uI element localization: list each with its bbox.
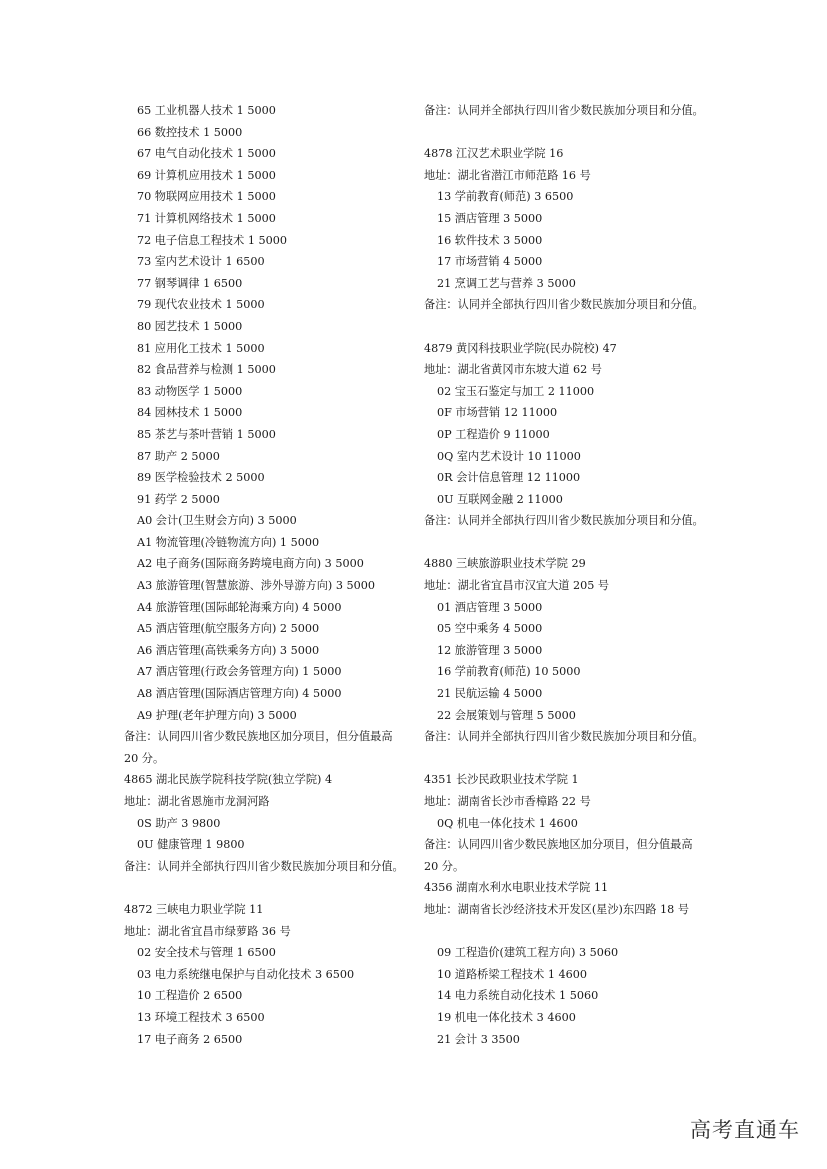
- school-address: 地址：湖南省长沙市香樟路 22 号: [424, 795, 591, 808]
- major-entry: 0F 市场营销 12 11000: [437, 406, 558, 420]
- school-address: 地址：湖南省长沙经济技术开发区(星沙)东四路 18 号: [424, 902, 690, 916]
- major-entry: 66 数控技术 1 5000: [137, 125, 243, 139]
- school-header: 4356 湖南水利水电职业技术学院 11: [424, 881, 609, 895]
- major-entry: 77 钢琴调律 1 6500: [137, 276, 243, 290]
- major-entry: 0Q 室内艺术设计 10 11000: [437, 449, 581, 463]
- major-entry: 21 烹调工艺与营养 3 5000: [437, 276, 576, 290]
- major-entry: 10 道路桥梁工程技术 1 4600: [437, 967, 587, 981]
- school-address: 地址：湖北省恩施市龙洞河路: [124, 795, 270, 808]
- right-column: [424, 100, 706, 1050]
- school-header: 4351 长沙民政职业技术学院 1: [424, 773, 579, 787]
- school-header: 4879 黄冈科技职业学院(民办院校) 47: [424, 341, 617, 355]
- major-entry: 16 软件技术 3 5000: [437, 233, 543, 247]
- major-entry: 14 电力系统自动化技术 1 5060: [437, 989, 599, 1003]
- major-entry: 0Q 机电一体化技术 1 4600: [437, 816, 578, 830]
- major-entry: A6 酒店管理(高铁乘务方向) 3 5000: [137, 643, 320, 657]
- school-address: 地址：湖北省宜昌市汉宜大道 205 号: [424, 579, 610, 593]
- remark-note: 备注：认同并全部执行四川省少数民族加分项目和分值。: [124, 859, 404, 873]
- major-entry: 67 电气自动化技术 1 5000: [137, 147, 276, 161]
- major-entry: 03 电力系统继电保护与自动化技术 3 6500: [137, 967, 355, 981]
- major-entry: 0R 会计信息管理 12 11000: [437, 471, 581, 485]
- major-entry: A2 电子商务(国际商务跨境电商方向) 3 5000: [137, 557, 364, 571]
- major-entry: 13 学前教育(师范) 3 6500: [437, 190, 574, 204]
- major-entry: 19 机电一体化技术 3 4600: [437, 1010, 576, 1024]
- watermark: 高考直通车: [690, 1118, 800, 1142]
- major-entry: A3 旅游管理(智慧旅游、涉外导游方向) 3 5000: [137, 579, 375, 593]
- major-entry: 89 医学检验技术 2 5000: [137, 471, 265, 485]
- major-entry: 82 食品营养与检测 1 5000: [137, 363, 276, 377]
- school-address: 地址：湖北省黄冈市东坡大道 62 号: [424, 363, 602, 377]
- major-entry: 85 茶艺与茶叶营销 1 5000: [137, 427, 276, 441]
- major-entry: 81 应用化工技术 1 5000: [137, 341, 265, 355]
- major-entry: A5 酒店管理(航空服务方向) 2 5000: [137, 622, 320, 636]
- major-entry: 65 工业机器人技术 1 5000: [137, 104, 276, 117]
- remark-note: 备注：认同四川省少数民族地区加分项目，但分值最高 20 分。: [124, 730, 393, 765]
- school-header: 4872 三峡电力职业学院 11: [124, 902, 264, 916]
- major-entry: 17 市场营销 4 5000: [437, 255, 543, 269]
- major-entry: 0U 互联网金融 2 11000: [437, 492, 563, 506]
- major-entry: 12 旅游管理 3 5000: [437, 643, 543, 657]
- major-entry: 91 药学 2 5000: [137, 492, 220, 506]
- major-entry: 10 工程造价 2 6500: [137, 989, 243, 1003]
- remark-note: 备注：认同四川省少数民族地区加分项目，但分值最高 20 分。: [424, 838, 693, 873]
- major-entry: A8 酒店管理(国际酒店管理方向) 4 5000: [137, 687, 342, 701]
- major-entry: 13 环境工程技术 3 6500: [137, 1010, 265, 1024]
- major-entry: 17 电子商务 2 6500: [137, 1032, 243, 1046]
- major-entry: 21 民航运输 4 5000: [437, 687, 543, 701]
- major-entry: A4 旅游管理(国际邮轮海乘方向) 4 5000: [137, 600, 342, 614]
- major-entry: A9 护理(老年护理方向) 3 5000: [137, 708, 297, 722]
- school-address: 地址：湖北省宜昌市绿萝路 36 号: [124, 924, 291, 938]
- major-entry: 87 助产 2 5000: [137, 449, 220, 463]
- major-entry: 72 电子信息工程技术 1 5000: [137, 233, 287, 247]
- major-entry: 02 宝玉石鉴定与加工 2 11000: [437, 384, 595, 398]
- major-entry: 80 园艺技术 1 5000: [137, 319, 243, 333]
- left-column: [124, 100, 409, 1050]
- major-entry: 69 计算机应用技术 1 5000: [137, 168, 276, 182]
- major-entry: 83 动物医学 1 5000: [137, 384, 243, 398]
- major-entry: A1 物流管理(冷链物流方向) 1 5000: [137, 535, 320, 549]
- remark-note: 备注：认同并全部执行四川省少数民族加分项目和分值。: [424, 298, 704, 312]
- major-entry: 16 学前教育(师范) 10 5000: [437, 665, 581, 679]
- major-entry: 73 室内艺术设计 1 6500: [137, 255, 265, 269]
- school-header: 4865 湖北民族学院科技学院(独立学院) 4: [124, 773, 333, 787]
- major-entry: 0U 健康管理 1 9800: [137, 838, 245, 852]
- remark-note: 备注：认同并全部执行四川省少数民族加分项目和分值。: [424, 514, 704, 528]
- major-entry: A7 酒店管理(行政会务管理方向) 1 5000: [137, 665, 342, 679]
- major-entry: 0P 工程造价 9 11000: [437, 427, 550, 441]
- major-entry: 05 空中乘务 4 5000: [437, 622, 543, 636]
- major-entry: 0S 助产 3 9800: [137, 816, 221, 830]
- major-entry: 02 安全技术与管理 1 6500: [137, 946, 276, 960]
- major-entry: 21 会计 3 3500: [437, 1032, 520, 1046]
- school-address: 地址：湖北省潜江市师范路 16 号: [424, 168, 591, 182]
- major-entry: 09 工程造价(建筑工程方向) 3 5060: [437, 946, 619, 960]
- remark-note: 备注：认同并全部执行四川省少数民族加分项目和分值。: [424, 104, 704, 117]
- major-entry: A0 会计(卫生财会方向) 3 5000: [137, 514, 297, 528]
- school-header: 4878 江汉艺术职业学院 16: [424, 147, 564, 161]
- major-entry: 84 园林技术 1 5000: [137, 406, 243, 420]
- major-entry: 79 现代农业技术 1 5000: [137, 298, 265, 312]
- major-entry: 70 物联网应用技术 1 5000: [137, 190, 276, 204]
- major-entry: 15 酒店管理 3 5000: [437, 211, 543, 225]
- major-entry: 01 酒店管理 3 5000: [437, 600, 543, 614]
- remark-note: 备注：认同并全部执行四川省少数民族加分项目和分值。: [424, 730, 704, 744]
- major-entry: 22 会展策划与管理 5 5000: [437, 708, 576, 722]
- major-entry: 71 计算机网络技术 1 5000: [137, 211, 276, 225]
- school-header: 4880 三峡旅游职业技术学院 29: [424, 557, 586, 571]
